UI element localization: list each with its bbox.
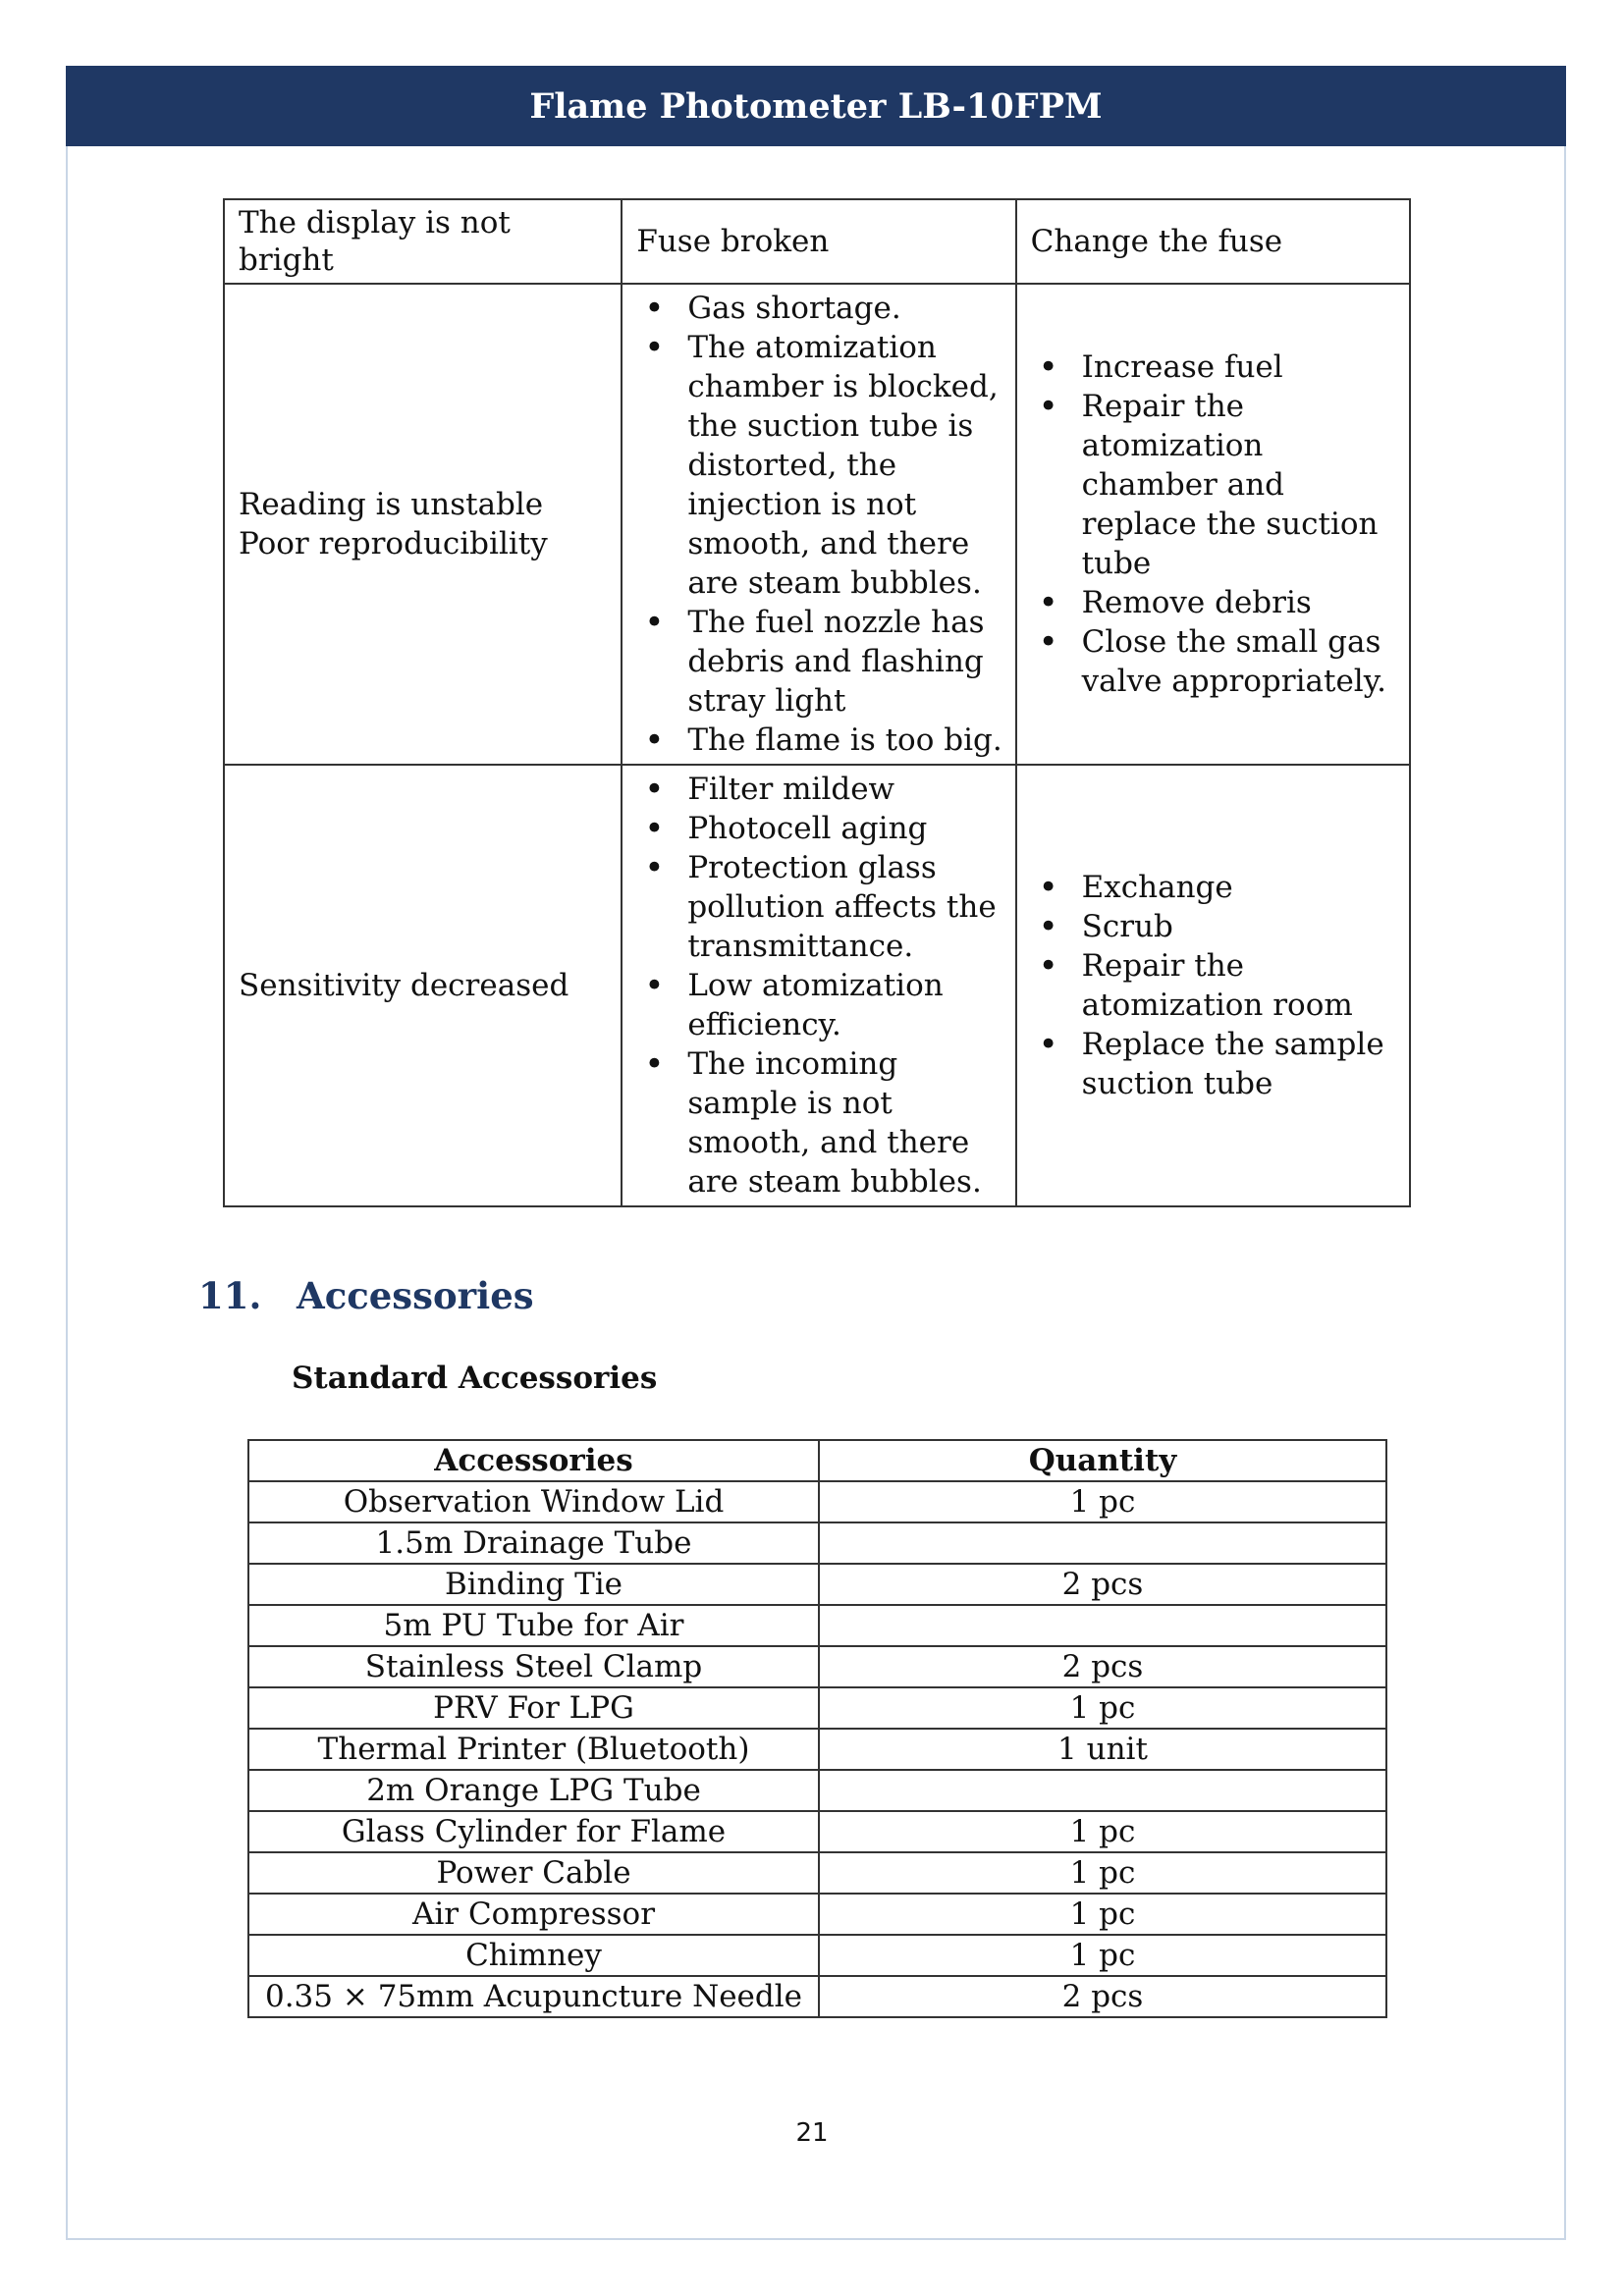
accessory-quantity: 2 pcs xyxy=(819,1646,1386,1687)
causes-list xyxy=(636,770,1004,1201)
list-item: • Scrub xyxy=(1031,907,1399,946)
accessory-name: 1.5m Drainage Tube xyxy=(248,1522,819,1564)
list-item: • The incoming sample is not smooth, and there are steam bubbles. xyxy=(636,1044,1004,1201)
accessory-quantity: 1 pc xyxy=(819,1687,1386,1729)
causes-cell xyxy=(622,284,1015,765)
accessory-quantity: 2 pcs xyxy=(819,1976,1386,2017)
list-item: • Photocell aging xyxy=(636,809,1004,848)
accessory-name: Observation Window Lid xyxy=(248,1481,819,1522)
table-row xyxy=(248,1729,1386,1770)
section-heading xyxy=(198,1274,534,1317)
list-item: • Filter mildew xyxy=(636,770,1004,809)
table-row xyxy=(248,1894,1386,1935)
accessory-quantity: 1 pc xyxy=(819,1935,1386,1976)
cause-cell: Fuse broken xyxy=(622,199,1015,284)
accessory-name: 5m PU Tube for Air xyxy=(248,1605,819,1646)
accessory-name: Power Cable xyxy=(248,1852,819,1894)
section-number: 11. xyxy=(198,1274,262,1317)
accessory-name: 2m Orange LPG Tube xyxy=(248,1770,819,1811)
accessory-name: Glass Cylinder for Flame xyxy=(248,1811,819,1852)
table-row xyxy=(248,1522,1386,1564)
accessory-name: Binding Tie xyxy=(248,1564,819,1605)
list-item: • The fuel nozzle has debris and flashing stray light xyxy=(636,603,1004,721)
accessory-quantity xyxy=(819,1522,1386,1564)
section-title: Accessories xyxy=(297,1274,534,1317)
table-row xyxy=(248,1646,1386,1687)
accessory-quantity: 1 pc xyxy=(819,1481,1386,1522)
table-row xyxy=(224,765,1410,1206)
table-row xyxy=(248,1852,1386,1894)
column-header: Quantity xyxy=(819,1440,1386,1481)
table-row xyxy=(248,1481,1386,1522)
list-item: • The flame is too big. xyxy=(636,721,1004,760)
solutions-cell xyxy=(1016,765,1410,1206)
header-bar xyxy=(66,66,1566,146)
problem-cell: Reading is unstable Poor reproducibility xyxy=(224,284,622,765)
accessory-name: Air Compressor xyxy=(248,1894,819,1935)
list-item: • Low atomization efficiency. xyxy=(636,966,1004,1044)
accessory-name: Stainless Steel Clamp xyxy=(248,1646,819,1687)
table-row xyxy=(248,1564,1386,1605)
accessory-quantity: 1 pc xyxy=(819,1894,1386,1935)
solutions-list xyxy=(1031,347,1399,701)
column-header: Accessories xyxy=(248,1440,819,1481)
list-item: • Close the small gas valve appropriately. xyxy=(1031,622,1399,701)
solutions-cell xyxy=(1016,284,1410,765)
causes-cell xyxy=(622,765,1015,1206)
accessories-table xyxy=(247,1439,1387,2018)
page-number: 21 xyxy=(795,2118,829,2148)
solutions-list xyxy=(1031,868,1399,1103)
problem-cell: Sensitivity decreased xyxy=(224,765,622,1206)
problem-cell: The display is not bright xyxy=(224,199,622,284)
accessory-name: 0.35 × 75mm Acupuncture Needle xyxy=(248,1976,819,2017)
solution-cell: Change the fuse xyxy=(1016,199,1410,284)
table-row xyxy=(224,199,1410,284)
table-row xyxy=(248,1770,1386,1811)
table-row xyxy=(248,1976,1386,2017)
table-header-row xyxy=(248,1440,1386,1481)
accessory-quantity: 1 pc xyxy=(819,1852,1386,1894)
accessory-quantity: 1 pc xyxy=(819,1811,1386,1852)
table-row xyxy=(248,1605,1386,1646)
list-item: • Exchange xyxy=(1031,868,1399,907)
accessory-quantity xyxy=(819,1605,1386,1646)
table-row xyxy=(248,1811,1386,1852)
list-item: • Increase fuel xyxy=(1031,347,1399,387)
accessory-quantity xyxy=(819,1770,1386,1811)
causes-list xyxy=(636,289,1004,760)
list-item: • Repair the atomization chamber and replace the suction tube xyxy=(1031,387,1399,583)
list-item: • Remove debris xyxy=(1031,583,1399,622)
list-item: • Repair the atomization room xyxy=(1031,946,1399,1025)
table-row xyxy=(248,1687,1386,1729)
accessory-quantity: 2 pcs xyxy=(819,1564,1386,1605)
table-row xyxy=(224,284,1410,765)
accessory-quantity: 1 unit xyxy=(819,1729,1386,1770)
list-item: • The atomization chamber is blocked, the suction tube is distorted, the injection is not smooth, and there are steam bubbles. xyxy=(636,328,1004,603)
list-item: • Replace the sample suction tube xyxy=(1031,1025,1399,1103)
troubleshooting-table xyxy=(223,198,1411,1207)
accessory-name: Chimney xyxy=(248,1935,819,1976)
document-title: Flame Photometer LB-10FPM xyxy=(529,85,1103,127)
list-item: • Gas shortage. xyxy=(636,289,1004,328)
table-row xyxy=(248,1935,1386,1976)
accessory-name: PRV For LPG xyxy=(248,1687,819,1729)
subsection-heading: Standard Accessories xyxy=(292,1361,658,1396)
accessory-name: Thermal Printer (Bluetooth) xyxy=(248,1729,819,1770)
list-item: • Protection glass pollution affects the transmittance. xyxy=(636,848,1004,966)
